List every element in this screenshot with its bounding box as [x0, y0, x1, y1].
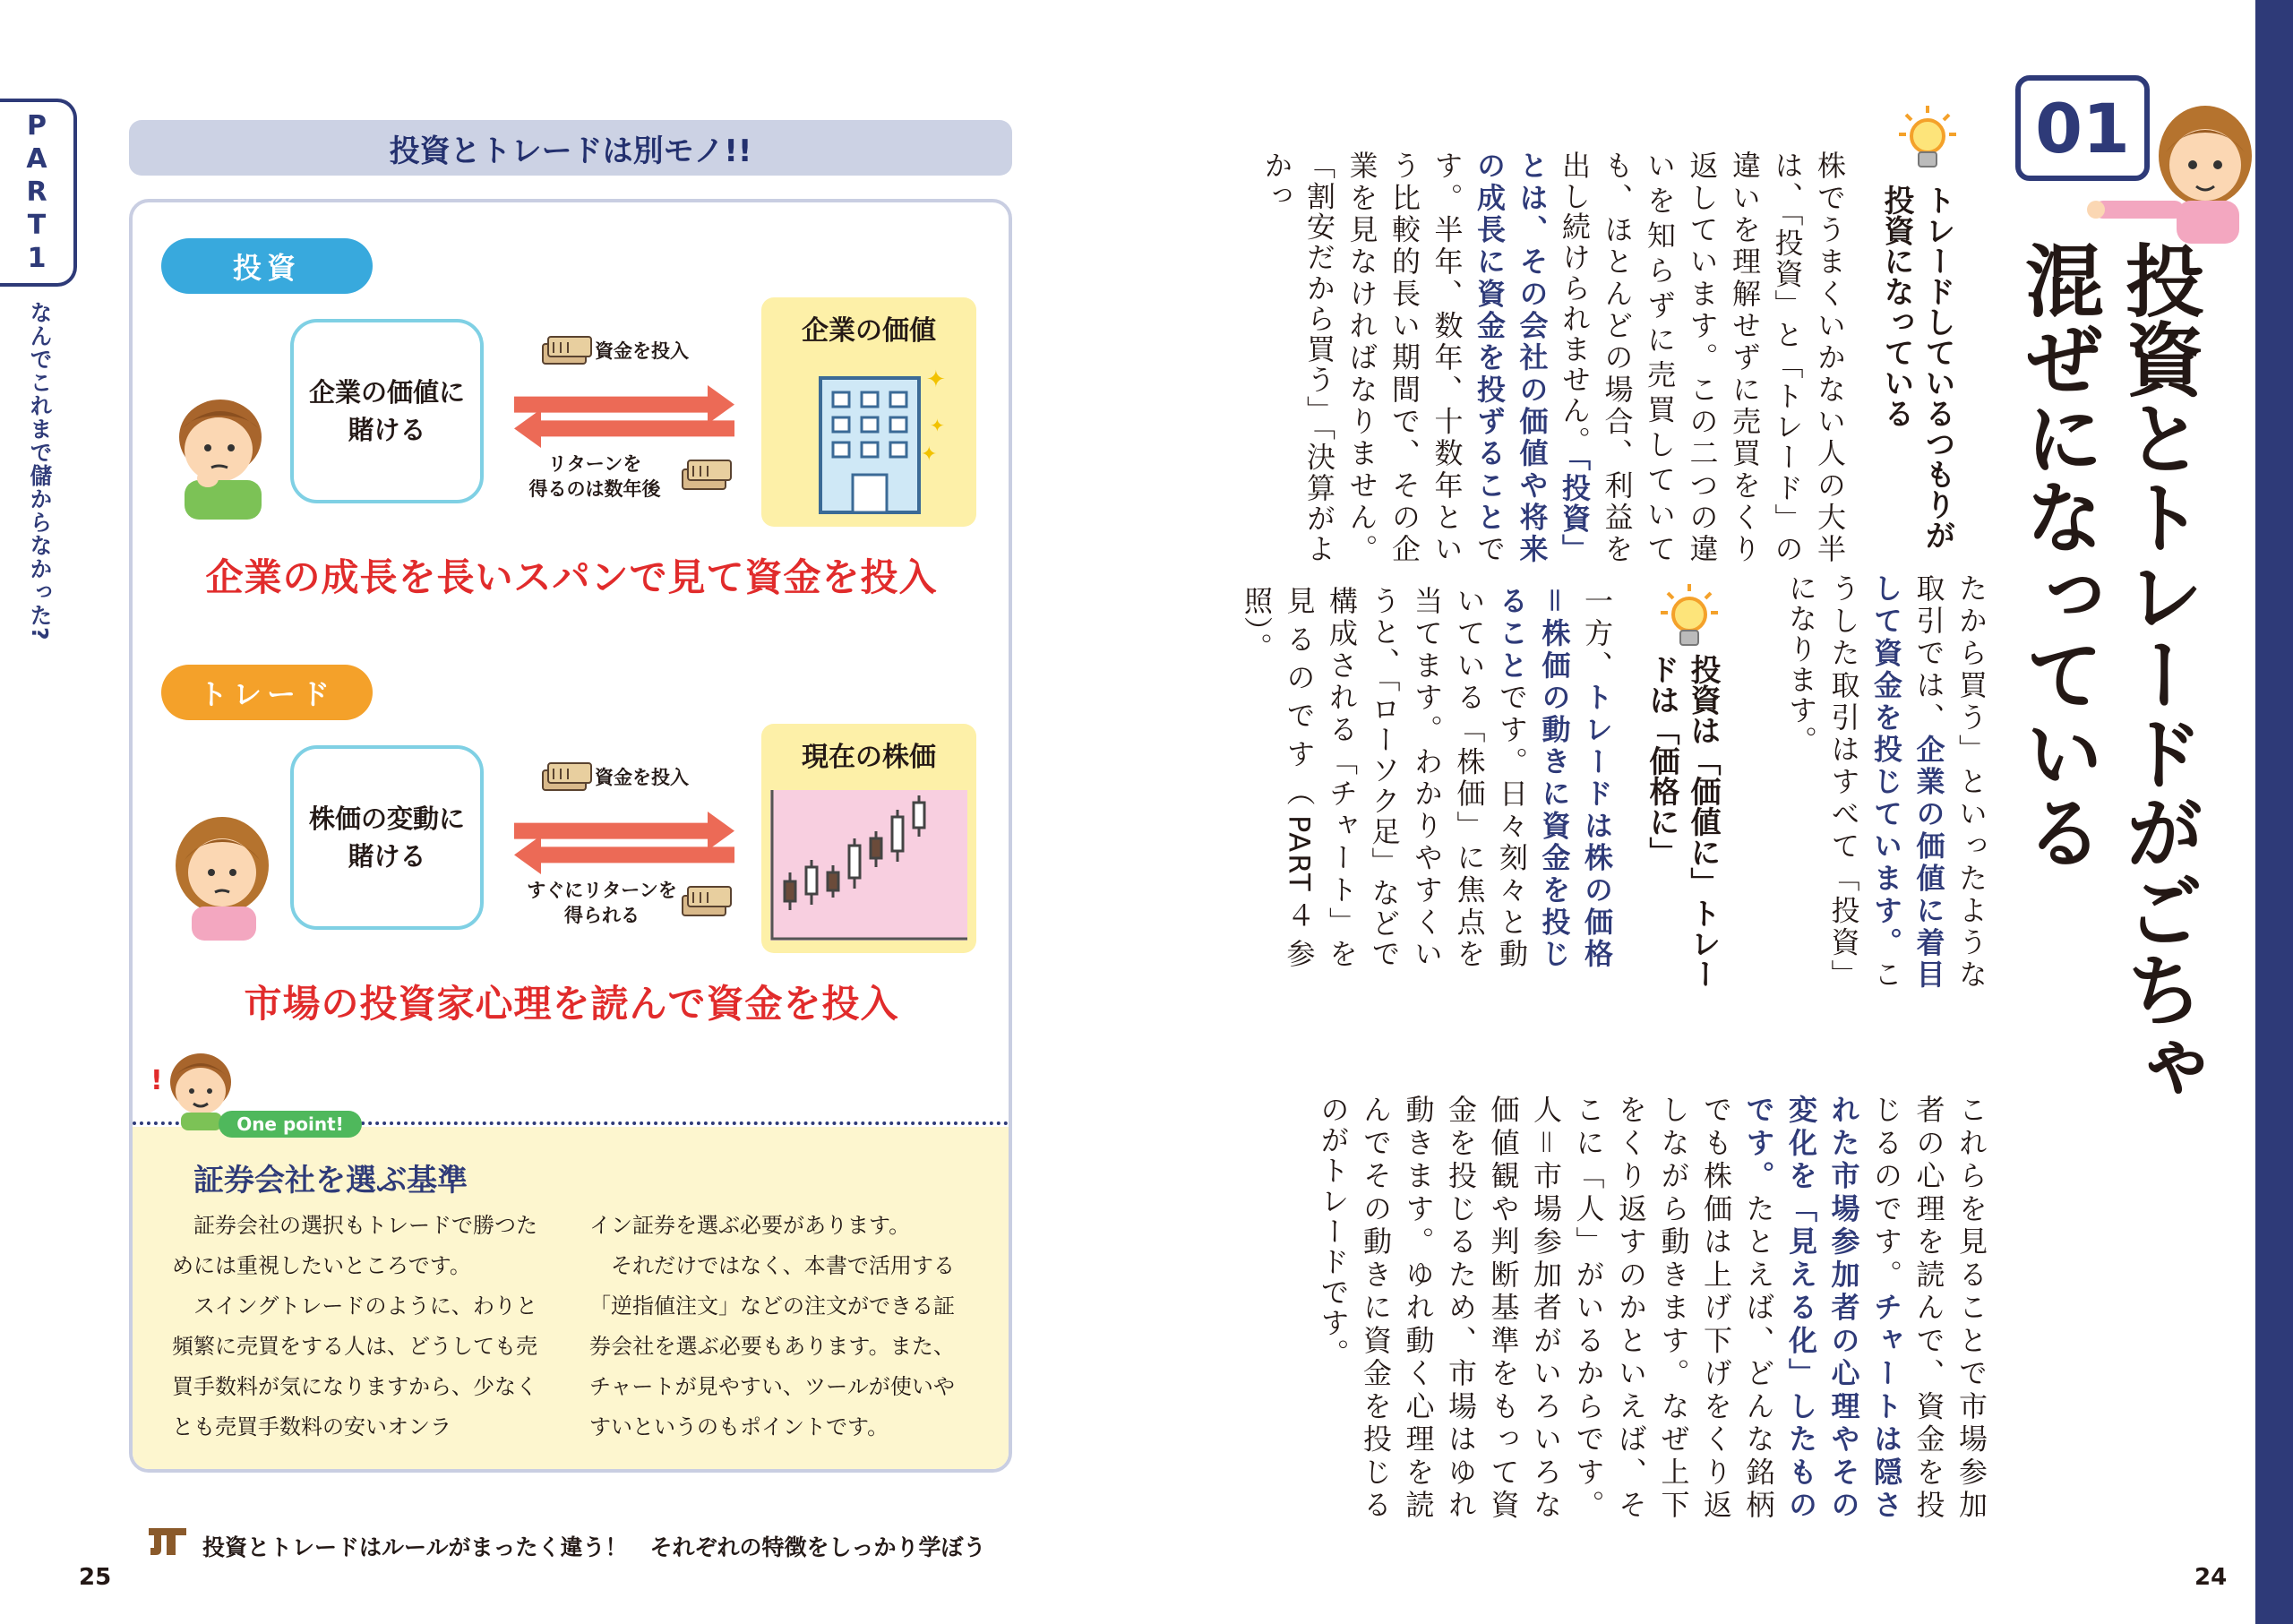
office-building-icon [815, 360, 949, 518]
svg-text:✦: ✦ [930, 415, 945, 436]
current-price-title: 現在の株価 [802, 742, 936, 773]
lightbulb-icon [1661, 582, 1718, 654]
money-stack-icon [541, 758, 595, 794]
body-block-a [1241, 150, 1851, 564]
one-point-column-1 [172, 1206, 537, 1448]
invest-return-line1: リターンを [547, 453, 642, 475]
trade-headline: 市場の投資家心理を読んで資金を投入 [244, 982, 899, 1026]
one-point-title: 証券会社を選ぶ基準 [193, 1163, 468, 1199]
invest-arrow-bottom-label [514, 451, 675, 503]
body-text: 一方、 [1580, 586, 1614, 683]
trade-speech-bubble [290, 745, 484, 930]
company-value-title: 企業の価値 [802, 315, 936, 347]
page-edge-bar [2255, 0, 2293, 1624]
body-text: たとえば、どんな銘柄でも株価は上げ下げをくり返しながら動きます。なぜ上下をくり返すのかといえば、そこに「人」がいるからです。人＝市場参加者がいろいろな価値観や判断基準をもって資金を投じるため、市場はゆれ動きます。ゆれ動く心理を読んでその動きに資金を投じるのがトレードです。 [1316, 1095, 1776, 1520]
body-emphasis: 「投資」とは、その会社の価値や将来の成長に資金を投ずること [1473, 150, 1592, 565]
body-text: 「割安だから買う」「決算がよかっ [1259, 150, 1336, 564]
figure-title: 投資とトレードは別モノ!! [129, 120, 1012, 176]
trade-pill: トレード [161, 665, 373, 720]
part-tab [0, 99, 77, 287]
body-block-b [1714, 573, 1992, 990]
body-block-c [1241, 586, 1618, 969]
one-point-tag: One point! [219, 1111, 362, 1138]
trade-bubble-line1: 株価の変動に [308, 803, 465, 834]
invest-speech-bubble [290, 319, 484, 503]
main-title: 投資とトレードがごちゃ混ぜになっている [2013, 240, 2205, 1107]
body-emphasis: チャートは隠された市場参加者の心理やその変化を「見える化」したものです。 [1741, 1095, 1903, 1520]
body-block-d [1267, 1095, 1992, 1520]
trade-arrow-top-label: 資金を投入 [595, 767, 689, 788]
body-text: です。半年、数年、十数年という比較的長い期間で、その企業を見なければなりません。 [1344, 150, 1507, 564]
part-tab-label: PART1 [21, 109, 53, 276]
trade-return-line2: 得られる [564, 905, 640, 927]
svg-text:✦: ✦ [921, 443, 938, 466]
body-text: たから買う」といったような取引では、 [1911, 573, 1988, 990]
one-point-paragraph: スイングトレードのように、わりと頻繁に売買をする人は、どうしても売買手数料が気になりますから、少なくとも売買手数料の安いオンラ [172, 1293, 537, 1439]
invest-arrow-top-label: 資金を投入 [595, 340, 689, 362]
invest-headline: 企業の成長を長いスパンで見て資金を投入 [205, 555, 938, 599]
invest-pill: 投資 [161, 238, 373, 294]
body-text: これらを見ることで市場参加者の心理を読んで、資金を投じるのです。 [1869, 1095, 1988, 1520]
money-stack-icon [681, 455, 734, 494]
section-number-box: 01 [2015, 75, 2150, 181]
trade-arrows [514, 801, 738, 890]
footer-logo-icon [145, 1523, 190, 1559]
trade-return-line1: すぐにリターンを [527, 880, 677, 901]
lightbulb-icon [1899, 104, 1956, 176]
body-text: こうした取引はすべて「投資」になります。 [1784, 573, 1903, 990]
company-value-panel [761, 297, 976, 527]
svg-text:!: ! [150, 1065, 163, 1096]
chapter-side-title: なんでこれまで儲からなかった? [27, 301, 53, 641]
one-point-paragraph: イン証券を選ぶ必要があります。 [589, 1213, 911, 1238]
trader-woman-icon [161, 806, 287, 941]
invest-bubble-line1: 企業の価値に [308, 376, 465, 408]
current-price-panel [761, 724, 976, 953]
subheading-2: 投資は「価値に」トレードは「価格に」 [1644, 654, 1721, 989]
girl-mascot-icon [2087, 100, 2257, 244]
subheading-1: トレードしているつもりが投資になっている [1878, 185, 1955, 550]
body-text: です。日々刻々と動いている「株価」に焦点を当てます。わかりやすくいうと、「ローソク足」などで構成される「チャート」を見るのです（PART４参照）。 [1240, 586, 1529, 970]
svg-text:✦: ✦ [926, 366, 946, 393]
invest-arrows [514, 374, 738, 464]
body-text: 株でうまくいかない人の大半は、「投資」と「トレード」の違いを理解せずに売買をくり返しています。この二つの違いを知らずに売買していても、ほとんどの場合、利益を出し続けられません。 [1558, 150, 1847, 564]
trade-bubble-line2: 賭ける [348, 841, 426, 872]
investor-man-icon [158, 385, 283, 520]
one-point-column-2 [589, 1206, 955, 1448]
one-point-paragraph: それだけではなく、本書で活用する「逆指値注文」などの注文ができる証券会社を選ぶ必要もあります。また、チャートが見やすい、ツールが使いやすいというのもポイントです。 [589, 1253, 955, 1439]
page-number-right: 24 [2194, 1564, 2228, 1591]
trade-arrow-bottom-label [512, 878, 691, 929]
candlestick-chart-icon [770, 790, 969, 942]
body-emphasis: 企業の価値に着目して資金を投じています。 [1869, 573, 1946, 991]
money-stack-icon [541, 331, 595, 367]
invest-return-line2: 得るのは数年後 [528, 478, 661, 501]
invest-bubble-line2: 賭ける [348, 415, 426, 445]
page-number-left: 25 [79, 1564, 112, 1591]
footer-text: 投資とトレードはルールがまったく違う！ それぞれの特徴をしっかり学ぼう [202, 1534, 986, 1560]
body-emphasis: トレードは株の価格＝株価の動きに資金を投じること [1495, 586, 1614, 970]
money-stack-icon [681, 881, 734, 921]
one-point-paragraph: 証券会社の選択もトレードで勝つためには重視したいところです。 [172, 1213, 537, 1278]
